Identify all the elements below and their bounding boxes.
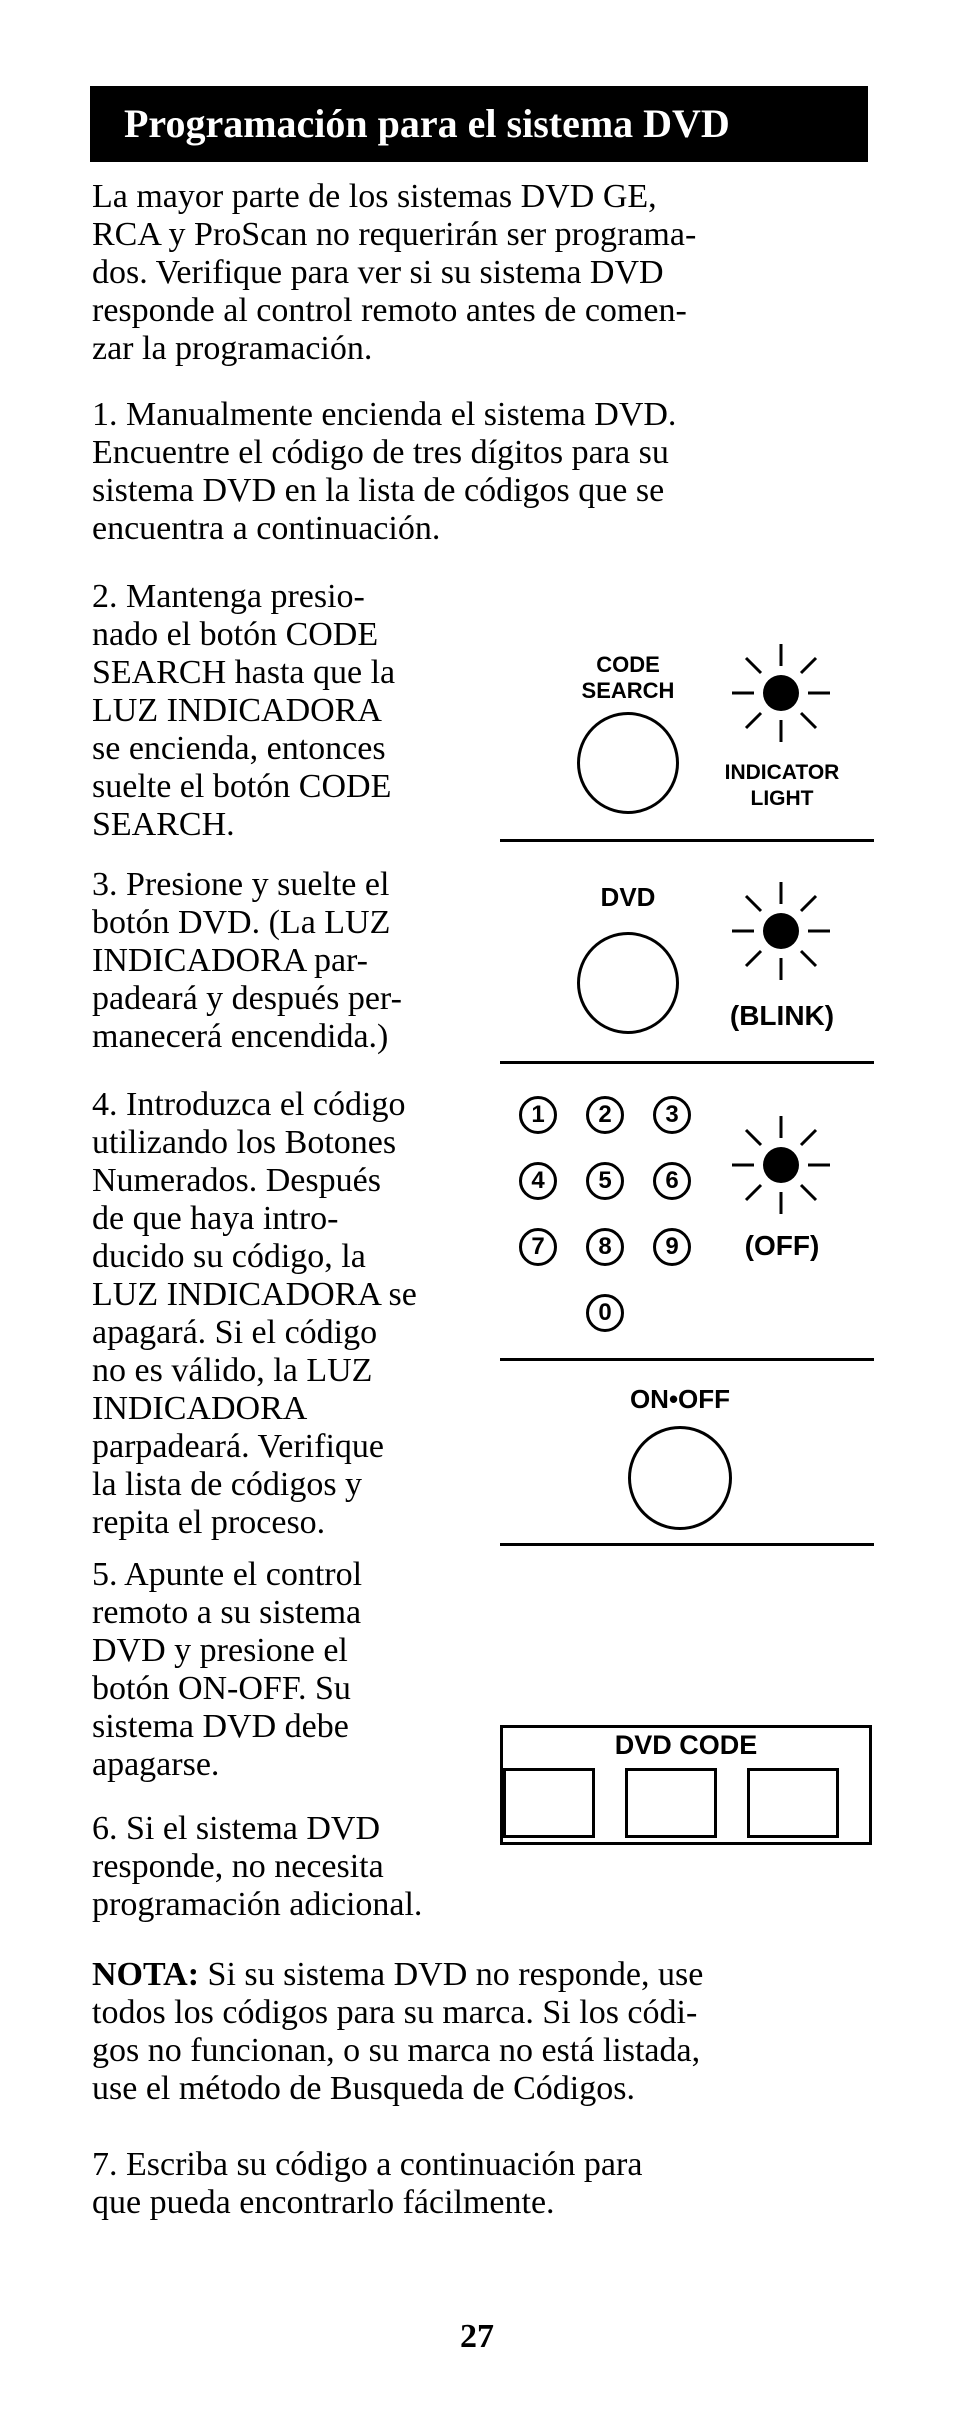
step-4-line: apagará. Si el código xyxy=(92,1314,378,1351)
note-line: gos no funcionan, o su marca no está listada, xyxy=(92,2032,701,2069)
intro-line: dos. Verifique para ver si su sistema DVD xyxy=(92,254,664,291)
step-4-line: Numerados. Después xyxy=(92,1162,381,1199)
step-5-line: DVD y presione el xyxy=(92,1632,348,1669)
step-1-line: 1. Manualmente encienda el sistema DVD. xyxy=(92,396,677,433)
step-7 xyxy=(92,2146,642,2222)
step-2-line: LUZ INDICADORA xyxy=(92,692,382,729)
step-2-line: SEARCH. xyxy=(92,806,235,843)
number-button-6[interactable]: 6 xyxy=(653,1162,691,1200)
number-button-8[interactable]: 8 xyxy=(586,1228,624,1266)
step-5-line: apagarse. xyxy=(92,1746,220,1783)
on-off-label: ON•OFF xyxy=(629,1384,731,1414)
step-6-line: responde, no necesita xyxy=(92,1848,384,1885)
step-3-line: manecerá encendida.) xyxy=(92,1018,389,1055)
step-3-line: padeará y después per- xyxy=(92,980,402,1017)
code-search-button[interactable] xyxy=(577,712,679,814)
step-5-line: remoto a su sistema xyxy=(92,1594,362,1631)
on-off-button[interactable] xyxy=(628,1426,732,1530)
note-line: Si su sistema DVD no responde, use xyxy=(199,1956,704,1993)
step-3 xyxy=(92,866,402,1056)
dvd-code-digit-2[interactable] xyxy=(625,1768,717,1838)
divider xyxy=(500,1543,874,1546)
note-line: todos los códigos para su marca. Si los códi- xyxy=(92,1994,698,2031)
step-5-line: sistema DVD debe xyxy=(92,1708,349,1745)
intro-line: RCA y ProScan no requerirán ser programa- xyxy=(92,216,697,253)
indicator-light-icon xyxy=(726,1110,836,1220)
step-7-line: que pueda encontrarlo fácilmente. xyxy=(92,2184,555,2221)
step-1-line: Encuentre el código de tres dígitos para su xyxy=(92,434,669,471)
divider xyxy=(500,1358,874,1361)
step-4-line: repita el proceso. xyxy=(92,1504,326,1541)
dvd-button[interactable] xyxy=(577,932,679,1034)
note-line: use el método de Busqueda de Códigos. xyxy=(92,2070,635,2107)
step-5 xyxy=(92,1556,362,1784)
intro-line: zar la programación. xyxy=(92,330,373,367)
step-1-line: encuentra a continuación. xyxy=(92,510,441,547)
indicator-light-label-line: LIGHT xyxy=(750,787,814,810)
step-6-line: 6. Si el sistema DVD xyxy=(92,1810,381,1847)
step-3-line: INDICADORA par- xyxy=(92,942,369,979)
indicator-light-label xyxy=(704,760,860,812)
intro-paragraph xyxy=(92,178,696,368)
code-search-label xyxy=(558,652,698,704)
number-button-4[interactable]: 4 xyxy=(519,1162,557,1200)
indicator-light-label-line: INDICATOR xyxy=(724,761,840,784)
number-button-1[interactable]: 1 xyxy=(519,1096,557,1134)
code-search-label-line: CODE xyxy=(596,652,660,677)
off-label: (OFF) xyxy=(744,1230,820,1261)
divider xyxy=(500,1061,874,1064)
step-1 xyxy=(92,396,676,548)
step-5-line: botón ON-OFF. Su xyxy=(92,1670,351,1707)
dvd-code-box xyxy=(500,1725,872,1845)
code-search-label-line: SEARCH xyxy=(581,678,675,703)
blink-label: (BLINK) xyxy=(729,1000,835,1031)
step-4-line: INDICADORA xyxy=(92,1390,308,1427)
number-button-2[interactable]: 2 xyxy=(586,1096,624,1134)
number-button-0[interactable]: 0 xyxy=(586,1294,624,1332)
step-1-line: sistema DVD en la lista de códigos que se xyxy=(92,472,665,509)
intro-line: responde al control remoto antes de comen- xyxy=(92,292,687,329)
step-6-line: programación adicional. xyxy=(92,1886,423,1923)
step-4-line: 4. Introduzca el código xyxy=(92,1086,406,1123)
step-2-line: nado el botón CODE xyxy=(92,616,379,653)
step-4-line: no es válido, la LUZ xyxy=(92,1352,373,1389)
step-3-line: botón DVD. (La LUZ xyxy=(92,904,391,941)
intro-line: La mayor parte de los sistemas DVD GE, xyxy=(92,178,657,215)
step-2-line: SEARCH hasta que la xyxy=(92,654,396,691)
step-2-line: se encienda, entonces xyxy=(92,730,386,767)
page-title: Programación para el sistema DVD xyxy=(90,86,868,162)
step-4-line: de que haya intro- xyxy=(92,1200,339,1237)
dvd-code-digit-3[interactable] xyxy=(747,1768,839,1838)
indicator-light-icon xyxy=(726,876,836,986)
step-7-line: 7. Escriba su código a continuación para xyxy=(92,2146,643,2183)
step-4-line: la lista de códigos y xyxy=(92,1466,363,1503)
dvd-code-digit-1[interactable] xyxy=(503,1768,595,1838)
dvd-button-label: DVD xyxy=(600,882,656,912)
dvd-code-label: DVD CODE xyxy=(614,1730,758,1760)
step-2-line: suelte el botón CODE xyxy=(92,768,392,805)
step-4-line: ducido su código, la xyxy=(92,1238,366,1275)
number-button-3[interactable]: 3 xyxy=(653,1096,691,1134)
step-2-line: 2. Mantenga presio- xyxy=(92,578,365,615)
step-3-line: 3. Presione y suelte el xyxy=(92,866,390,903)
divider xyxy=(500,839,874,842)
number-button-5[interactable]: 5 xyxy=(586,1162,624,1200)
note-label: NOTA: xyxy=(92,1956,200,1993)
indicator-light-icon xyxy=(726,638,836,748)
number-button-9[interactable]: 9 xyxy=(653,1228,691,1266)
step-6 xyxy=(92,1810,422,1924)
step-4-line: LUZ INDICADORA se xyxy=(92,1276,417,1313)
number-button-7[interactable]: 7 xyxy=(519,1228,557,1266)
note-paragraph xyxy=(92,1956,703,2108)
step-4-line: utilizando los Botones xyxy=(92,1124,397,1161)
step-2 xyxy=(92,578,395,844)
step-5-line: 5. Apunte el control xyxy=(92,1556,363,1593)
page-number: 27 xyxy=(460,2318,494,2355)
step-4 xyxy=(92,1086,417,1542)
step-4-line: parpadeará. Verifique xyxy=(92,1428,384,1465)
